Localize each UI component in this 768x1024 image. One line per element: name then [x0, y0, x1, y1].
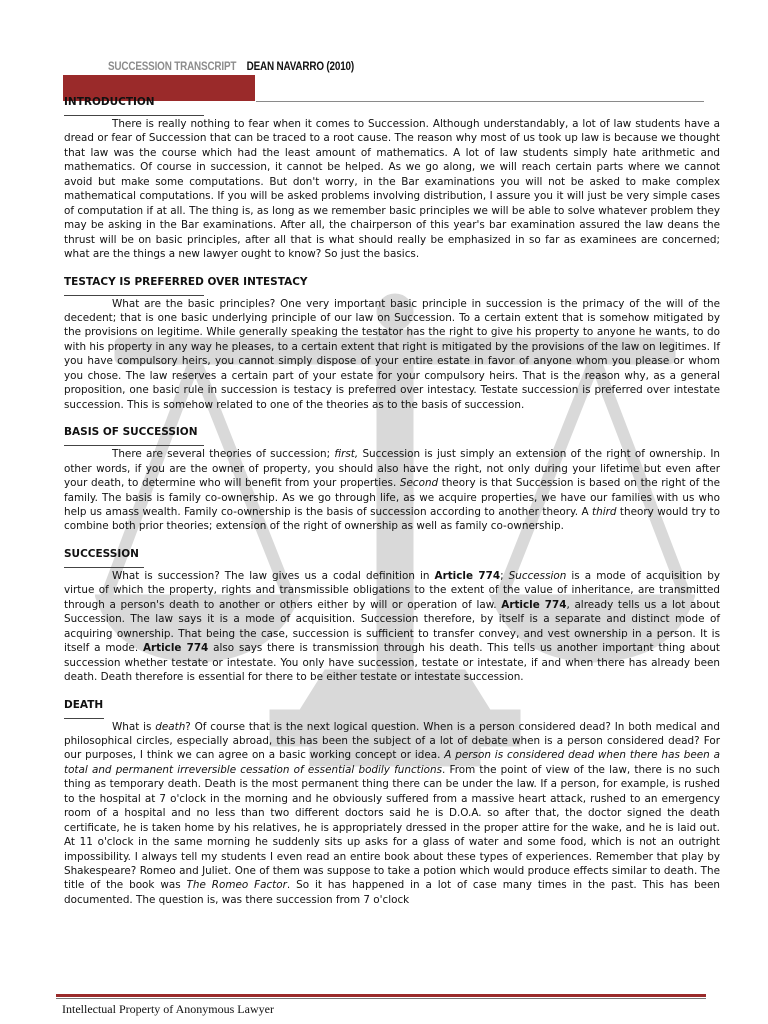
heading-underline — [64, 718, 104, 719]
paragraph-testacy: What are the basic principles? One very important basic principle in succession is the primacy of the will of the decedent; that is one basic underlying principle of our law on Succession. To a certain extent that is somehow mitigated by the provisions on legitime. While generally speaking the testator has the right to give his property to anyone he wants, to do with his property in any way he pleases, to a certain extent that right is mitigated by the provisions of the law on legitimes. If you have compulsory heirs, you cannot simply dispose of your entire estate in favor of anyone whom you please or whom you chose. The law reserves a certain part of your estate for your compulsory heirs. That is the reason why, as a general proposition, one basic rule in succession is testacy is preferred over intestacy. Testate succession is preferred over intestate succession. This is somehow related to one of the theories as to the basis of succession. — [64, 297, 720, 411]
article-reference: Article 774 — [434, 569, 501, 582]
emphasis-second: Second — [399, 477, 439, 490]
article-reference: Article 774 — [501, 598, 567, 611]
footer-red-bar — [56, 994, 706, 997]
author-name: DEAN NAVARRO (2010) — [246, 61, 354, 73]
paragraph-death: What is death? Of course that is the next logical question. When is a person considered dead? In both medical and philosophical circles, especially abroad, this has been the subject of a lot of debate when is a person considered dead? For our purposes, I think we can agree on a basic working concept or idea. A person is considered dead when there has been a total and permanent irreversible cessation of essential bodily functions. From the point of view of the law, there is no such thing as temporary death. Death is the most permanent thing there can be under the law. If a person, for example, is rushed to the hospital at 7 o'clock in the morning and he obviously suffered from a massive heart attack, rushed to an emergency room of a hospital and no less than two different doctors said he is D.O.A. so after that, the doctor signed the death certificate, he is taken home by his relatives, he is appropriately dressed in the proper attire for the wake, and he is laid out. At 11 o'clock in the same morning he suddenly sits up asks for a glass of water and some food, which is not an outright impossibility. I always tell my students I even read an entire book about these types of experiences. Remember that play by Shakespeare? Romeo and Juliet. One of them was suppose to take a potion which would produce effects similar to death. The title of the book was The Romeo Factor. So it has happened in a lot of case many times in the past. This has been documented. The question is, was there succession from 7 o'clock — [64, 720, 721, 906]
heading-testacy: TESTACY IS PREFERRED OVER INTESTACY — [64, 275, 308, 288]
article-reference: Article 774 — [142, 642, 209, 655]
emphasis-succession: Succession — [508, 569, 567, 582]
heading-introduction: INTRODUCTION — [64, 96, 155, 108]
heading-underline — [64, 295, 204, 296]
heading-succession: SUCCESSION — [64, 547, 139, 560]
emphasis-death: death — [155, 720, 186, 733]
footer-rule — [56, 998, 706, 999]
paragraph-introduction: There is really nothing to fear when it comes to Succession. Although understandably, a lot of law students have a dread or fear of Succession that can be traced to a root cause. The reason why most of us took up law is because we thought that law was the course which had the least amount of mathematics. A lot of law students simply hate arithmetic and mathematics. Of course in succession, it cannot be helped. As we go along, we will reach certain parts where we cannot avoid but make some computations. But don't worry, in the Bar examinations you will not be asked to make complex mathematical computations. If you will be asked problems involving distribution, I assure you it will just be very simple cases of computation if at all. The thing is, as long as we remember basic principles we will be able to solve whatever problem they may be asking in the Bar examinations. After all, the chairperson of this year's bar examination assured the law deans the thrust will be on basic principles, after all that is what should really be emphasized in so far as examinees are concerned; what are the things a new lawyer ought to know? So just the basics. — [64, 118, 720, 261]
emphasis-first: first, — [334, 448, 359, 461]
book-title: The Romeo Factor — [186, 879, 287, 892]
heading-underline — [64, 115, 204, 116]
heading-underline — [64, 567, 144, 568]
document-title: SUCCESSION TRANSCRIPT — [108, 61, 237, 73]
header-title — [108, 61, 354, 73]
heading-death: DEATH — [64, 698, 104, 711]
heading-basis: BASIS OF SUCCESSION — [64, 426, 198, 439]
footer-text: Intellectual Property of Anonymous Lawyer — [62, 1002, 274, 1016]
emphasis-third: third — [592, 505, 617, 518]
heading-underline — [64, 445, 204, 446]
death-definition: A person is considered dead when there has been a total and permanent irreversible cessation of essential bodily functions — [64, 749, 720, 776]
paragraph-succession: What is succession? The law gives us a codal definition in Article 774; Succession is a mode of acquisition by virtue of which the property, rights and transmissible obligations to the extent of the value of inheritance, are transmitted through a person's death to another or others either by will or operation of law. Article 774, already tells us a lot about Succession. The law says it is a mode of acquisition. Succession therefore, by itself is a separate and distinct mode of acquiring ownership. That being the case, succession is sufficient to transfer convey, and vest ownership in a person. It is itself a mode. Article 774 also says there is transmission through his death. This tells us another important thing about succession whether testate or intestate. You only have succession, testate or intestate, if and when there has already been death. Death therefore is essential for there to be either testate or intestate succession. — [64, 569, 720, 684]
paragraph-basis: There are several theories of succession; first, Succession is just simply an extension of the right of ownership. In other words, if you are the owner of property, you should also have the right, not only during your lifetime but even after your death, to determine who will benefit from your properties. Second theory is that Succession is based on the right of the family. The basis is family co-ownership. As we go through life, as we acquire properties, we have our families with us who help us amass wealth. Family co-ownership is the basis of succession according to another theory. A third theory would try to combine both prior theories; extension of the right of ownership as well as family co-ownership. — [64, 448, 720, 533]
document-body — [64, 96, 720, 921]
